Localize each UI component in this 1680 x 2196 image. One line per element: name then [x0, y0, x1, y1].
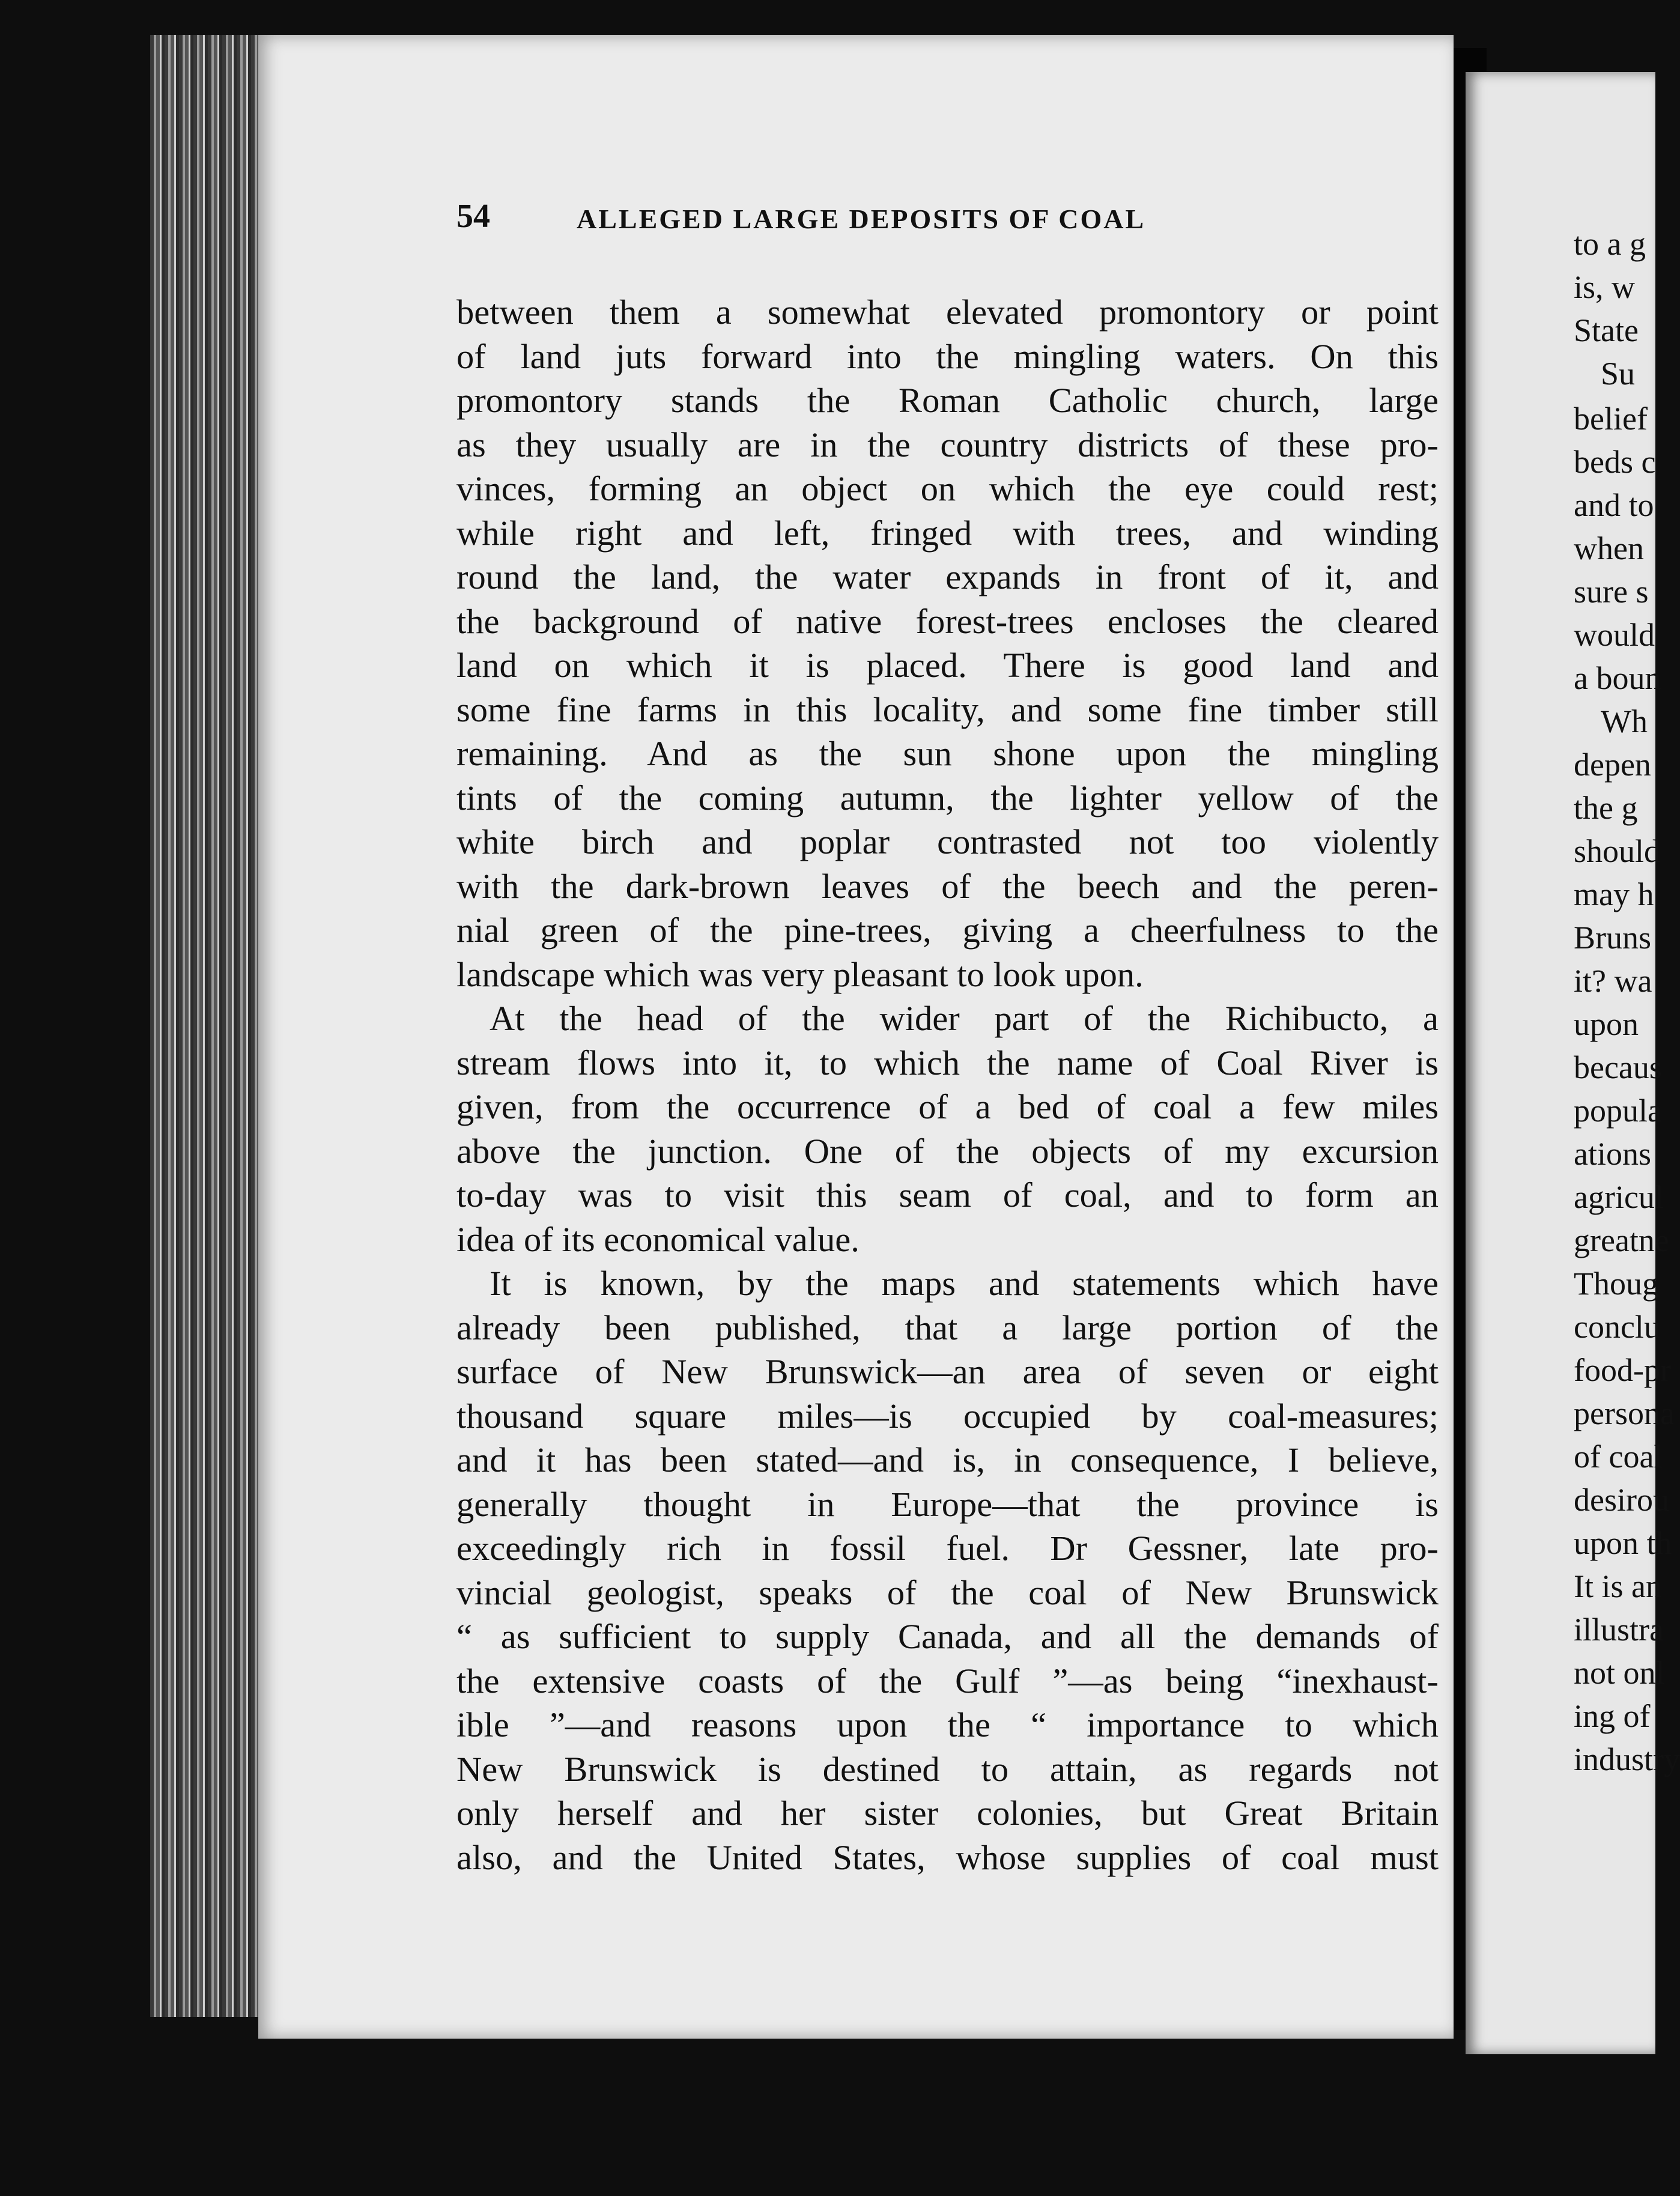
text-line: white birch and poplar contrasted not too violently	[456, 822, 1439, 861]
facing-page-line: desirou	[1574, 1482, 1669, 1518]
book-page	[258, 35, 1454, 2039]
text-line: of land juts forward into the mingling waters. On this	[456, 336, 1439, 376]
text-line: only herself and her sister colonies, but Great Britain	[456, 1794, 1439, 1833]
text-line: stream flows into it, to which the name of Coal River is	[456, 1043, 1439, 1082]
facing-page-line: food-pr	[1574, 1352, 1671, 1388]
facing-page-line: persona	[1574, 1395, 1675, 1431]
text-line: as they usually are in the country districts of these pro-	[456, 425, 1439, 464]
facing-page-line: State	[1574, 312, 1639, 348]
text-line: promontory stands the Roman Catholic church, large	[456, 381, 1439, 420]
text-line: New Brunswick is destined to attain, as regards not	[456, 1749, 1439, 1789]
facing-page-line: a boun	[1574, 660, 1661, 696]
text-line: given, from the occurrence of a bed of coal a few miles	[456, 1087, 1439, 1126]
facing-page-line: beds c	[1574, 444, 1656, 480]
facing-page-line: the g	[1574, 790, 1638, 826]
text-line: above the junction. One of the objects of my excursion	[456, 1131, 1439, 1171]
text-line: generally thought in Europe—that the province is	[456, 1484, 1439, 1524]
facing-page-line: it? wa	[1574, 963, 1652, 999]
text-line: vincial geologist, speaks of the coal of New Brunswick	[456, 1573, 1439, 1612]
facing-page-line: Su	[1601, 356, 1636, 392]
text-line: the background of native forest-trees encloses the cleared	[456, 601, 1439, 641]
facing-page-line: becaus	[1574, 1049, 1662, 1085]
facing-page-line: not onl	[1574, 1655, 1665, 1691]
facing-page-line: conclu	[1574, 1309, 1660, 1345]
text-line: some fine farms in this locality, and some fine timber still	[456, 690, 1439, 729]
facing-page-line: to a g	[1574, 226, 1646, 262]
text-line: It is known, by the maps and statements which have	[490, 1264, 1439, 1303]
text-line: thousand square miles—is occupied by coal-measures;	[456, 1396, 1439, 1436]
facing-page-line: and to	[1574, 487, 1654, 523]
facing-page-line: It is an	[1574, 1568, 1662, 1604]
text-line: idea of its economical value.	[456, 1219, 860, 1259]
facing-page-line: greatne	[1574, 1222, 1669, 1258]
text-line: between them a somewhat elevated promontory or point	[456, 293, 1439, 332]
facing-page-line: depen	[1574, 747, 1651, 783]
facing-page-line: when	[1574, 530, 1644, 566]
page-edges	[150, 35, 270, 2017]
text-line: already been published, that a large portion of the	[456, 1308, 1439, 1347]
text-line: surface of New Brunswick—an area of seven or eight	[456, 1352, 1439, 1391]
text-line: At the head of the wider part of the Richibucto, a	[490, 999, 1439, 1038]
running-head: ALLEGED LARGE DEPOSITS OF COAL	[577, 204, 1146, 234]
text-line: while right and left, fringed with trees, and winding	[456, 513, 1439, 553]
page-number: 54	[456, 198, 490, 235]
text-line: remaining. And as the sun shone upon the mingling	[456, 734, 1439, 773]
facing-page-line: is, w	[1574, 269, 1636, 305]
facing-page-line: of coal	[1574, 1439, 1663, 1475]
text-line: tints of the coming autumn, the lighter yellow of the	[456, 778, 1439, 817]
facing-page-line: should	[1574, 833, 1661, 869]
facing-page-line: ing of	[1574, 1698, 1651, 1734]
text-line: to-day was to visit this seam of coal, and to form an	[456, 1175, 1439, 1215]
facing-page-line: popula	[1574, 1093, 1662, 1129]
facing-page-line: may h	[1574, 876, 1654, 912]
text-line: ible ”—and reasons upon the “ importance to which	[456, 1705, 1439, 1744]
text-line: round the land, the water expands in front of it, and	[456, 557, 1439, 596]
text-line: also, and the United States, whose supplies of coal must	[456, 1837, 1439, 1877]
facing-page-line: Bruns	[1574, 920, 1652, 956]
facing-page	[1466, 72, 1680, 2054]
page-header	[456, 197, 1454, 251]
facing-page-line: Wh	[1601, 703, 1648, 739]
text-line: vinces, forming an object on which the eye could rest;	[456, 469, 1439, 508]
text-line: “ as sufficient to supply Canada, and all the demands of	[456, 1617, 1439, 1656]
facing-page-line: industry	[1574, 1741, 1680, 1777]
text-line: with the dark-brown leaves of the beech and the peren-	[456, 866, 1439, 906]
facing-page-line: Thoug	[1574, 1266, 1658, 1302]
facing-page-line: illustra	[1574, 1612, 1664, 1648]
paragraph	[456, 996, 1439, 1261]
facing-page-line: upon	[1574, 1006, 1639, 1042]
facing-page-line: agricul	[1574, 1179, 1664, 1215]
text-line: and it has been stated—and is, in consequence, I believe,	[456, 1440, 1439, 1479]
facing-page-line: upon th	[1574, 1525, 1672, 1561]
body-text	[456, 290, 1439, 1879]
text-line: landscape which was very pleasant to look upon.	[456, 954, 1144, 994]
facing-page-line: sure s	[1574, 574, 1649, 610]
text-line: land on which it is placed. There is good land and	[456, 646, 1439, 685]
paragraph	[456, 1261, 1439, 1879]
facing-page-line: belief	[1574, 401, 1648, 437]
text-line: nial green of the pine-trees, giving a cheerfulness to the	[456, 911, 1439, 950]
facing-page-line: ations	[1574, 1136, 1651, 1172]
text-line: exceedingly rich in fossil fuel. Dr Gessner, late pro-	[456, 1529, 1439, 1568]
text-line: the extensive coasts of the Gulf ”—as being “inexhaust-	[456, 1661, 1439, 1700]
facing-page-line: would	[1574, 617, 1655, 653]
paragraph	[456, 290, 1439, 996]
